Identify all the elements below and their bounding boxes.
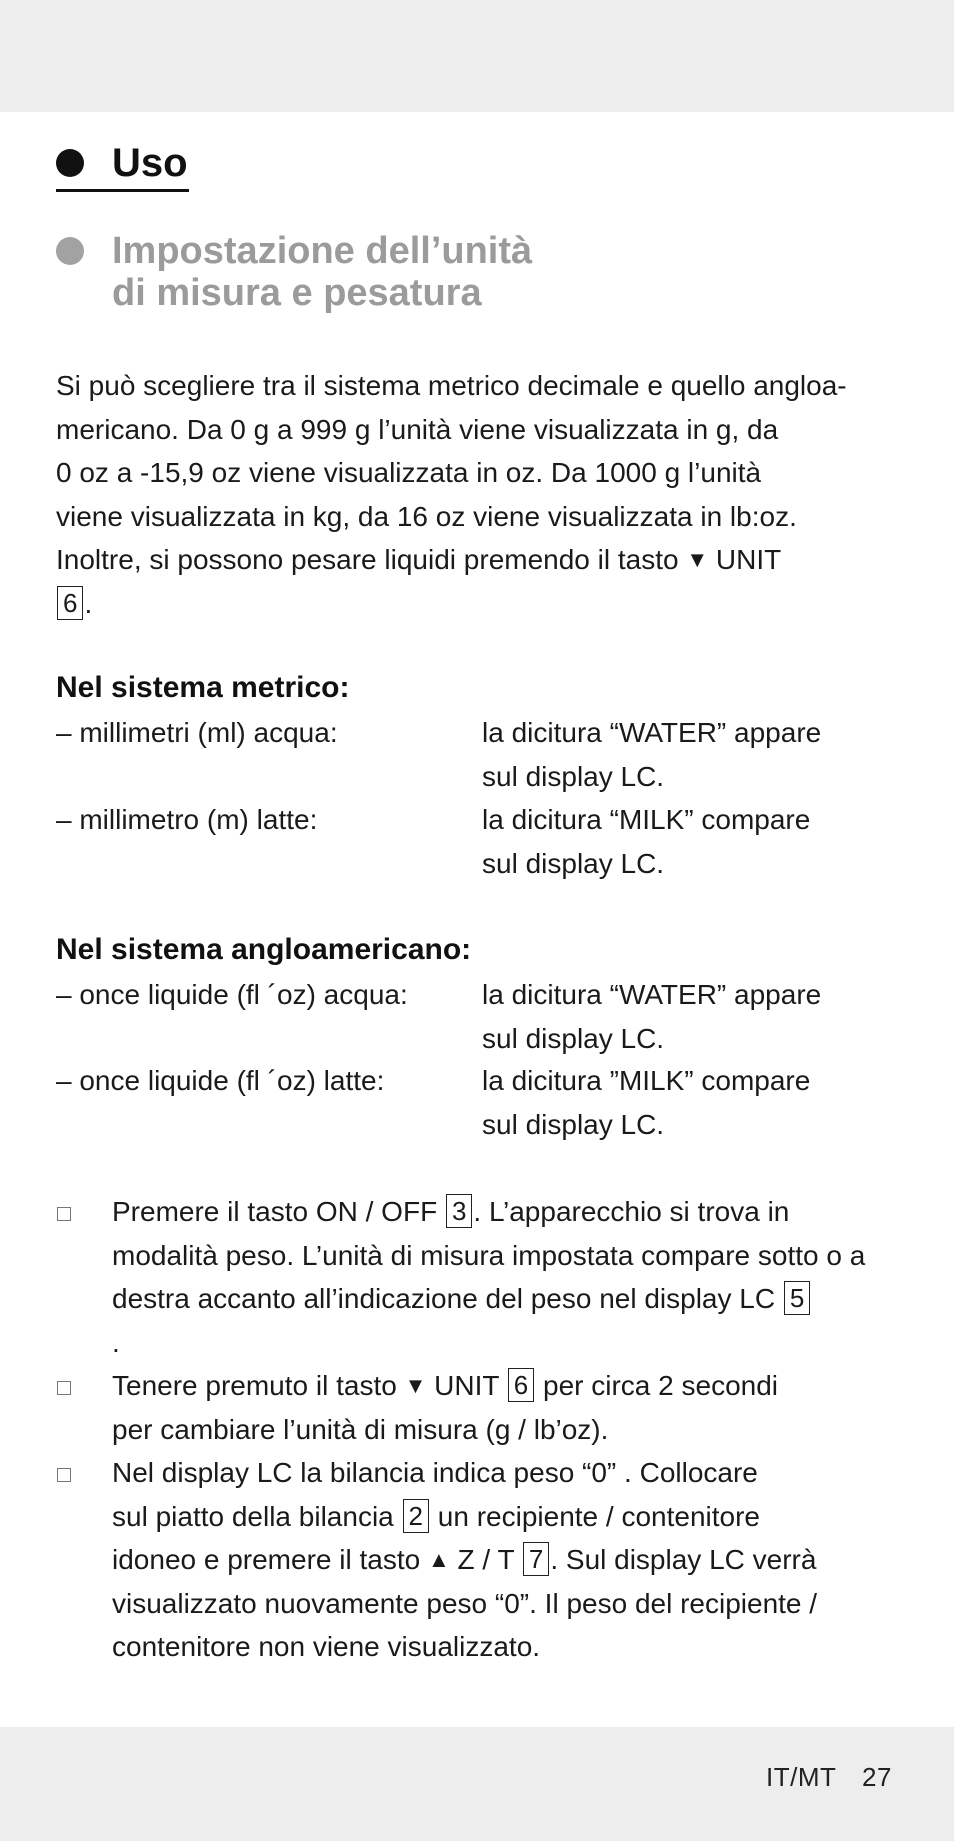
heading-underline xyxy=(56,189,189,192)
subsection-heading-line1: Impostazione dell’unità xyxy=(112,230,533,272)
imperial-desc-milk xyxy=(482,1059,912,1146)
part-ref-box: 3 xyxy=(446,1194,472,1228)
part-ref-box: 5 xyxy=(784,1281,810,1315)
subsection-heading xyxy=(112,230,812,314)
step-line: per cambiare l’unità di misura (g / lb’oz). xyxy=(112,1413,609,1445)
step-1 xyxy=(112,1190,912,1364)
top-margin-band xyxy=(0,0,954,112)
desc-line: la dicitura ”MILK” compare xyxy=(482,1065,811,1096)
down-arrow-icon: ▼ xyxy=(686,547,709,573)
imperial-desc-water xyxy=(482,973,912,1060)
imperial-label-milk: – once liquide (fl ´oz) latte: xyxy=(56,1065,385,1096)
intro-line: 0 oz a -15,9 oz viene visualizzata in oz. Da 1000 g l’unità xyxy=(56,457,762,489)
step-text: destra accanto all’indicazione del peso nel display LC xyxy=(112,1283,776,1315)
step-line: Nel display LC la bilancia indica peso “0” . Collocare xyxy=(112,1457,758,1488)
down-arrow-icon: ▼ xyxy=(404,1373,427,1398)
intro-paragraph xyxy=(56,364,916,626)
metric-label-water: – millimetri (ml) acqua: xyxy=(56,717,338,748)
step-text: . L’apparecchio si trova in xyxy=(473,1196,790,1227)
page-number: 27 xyxy=(862,1762,892,1792)
step-line xyxy=(112,1364,912,1408)
subsection-heading-line2: di misura e pesatura xyxy=(112,272,482,314)
intro-line xyxy=(56,538,916,582)
intro-line: viene visualizzata in kg, da 16 oz viene visualizzata in lb:oz. xyxy=(56,500,797,532)
step-text: sul piatto della bilancia xyxy=(112,1500,394,1532)
step-2 xyxy=(112,1364,912,1451)
metric-desc-water xyxy=(482,711,912,798)
step-line xyxy=(112,1277,912,1321)
imperial-heading: Nel sistema angloamericano: xyxy=(56,933,472,966)
desc-line: la dicitura “MILK” compare xyxy=(482,804,811,835)
step-checkbox-icon xyxy=(57,1468,71,1482)
subheading-bullet xyxy=(56,237,84,265)
part-ref-box: 7 xyxy=(523,1542,549,1576)
step-text: idoneo e premere il tasto xyxy=(112,1544,421,1576)
step-text: Tenere premuto il tasto xyxy=(112,1370,397,1401)
step-checkbox-icon xyxy=(57,1381,71,1395)
part-ref-box: 2 xyxy=(403,1499,429,1533)
desc-line: sul display LC. xyxy=(482,1022,665,1054)
step-line: . xyxy=(112,1326,120,1358)
unit-key-label: UNIT xyxy=(715,544,782,576)
section-heading: Uso xyxy=(112,141,188,185)
step-checkbox-icon xyxy=(57,1207,71,1221)
intro-end: . xyxy=(84,587,93,619)
unit-key-label: UNIT xyxy=(434,1370,499,1401)
step-line xyxy=(112,1538,912,1582)
desc-line: la dicitura “WATER” appare xyxy=(482,979,822,1010)
zero-tare-key-label: Z / T xyxy=(457,1544,515,1576)
step-line: visualizzato nuovamente peso “0”. Il peso del recipiente / xyxy=(112,1587,818,1619)
step-text: un recipiente / contenitore xyxy=(437,1500,760,1532)
intro-line xyxy=(56,582,916,626)
step-text: per circa 2 secondi xyxy=(543,1370,779,1401)
step-line: modalità peso. L’unità di misura impostata compare sotto o a xyxy=(112,1239,866,1271)
footer-language: IT/MT xyxy=(766,1762,837,1792)
metric-desc-milk xyxy=(482,798,912,885)
step-3 xyxy=(112,1451,912,1669)
up-arrow-icon: ▲ xyxy=(427,1547,450,1573)
desc-line: sul display LC. xyxy=(482,1108,665,1140)
step-text: . Sul display LC verrà xyxy=(550,1544,817,1576)
desc-line: la dicitura “WATER” appare xyxy=(482,717,822,748)
intro-line: mericano. Da 0 g a 999 g l’unità viene visualizzata in g, da xyxy=(56,413,779,445)
imperial-label-water: – once liquide (fl ´oz) acqua: xyxy=(56,979,408,1010)
part-ref-box: 6 xyxy=(57,586,83,620)
step-text: Premere il tasto ON / OFF xyxy=(112,1196,438,1227)
step-line: contenitore non viene visualizzato. xyxy=(112,1631,541,1663)
metric-label-milk: – millimetro (m) latte: xyxy=(56,804,318,835)
step-line xyxy=(112,1495,912,1539)
metric-heading: Nel sistema metrico: xyxy=(56,671,350,704)
desc-line: sul display LC. xyxy=(482,847,665,879)
heading-bullet xyxy=(56,149,84,177)
intro-text: Inoltre, si possono pesare liquidi premendo il tasto xyxy=(56,544,679,576)
part-ref-box: 6 xyxy=(508,1368,534,1402)
desc-line: sul display LC. xyxy=(482,760,665,792)
intro-line: Si può scegliere tra il sistema metrico decimale e quello angloa- xyxy=(56,370,847,401)
step-line xyxy=(112,1190,912,1234)
